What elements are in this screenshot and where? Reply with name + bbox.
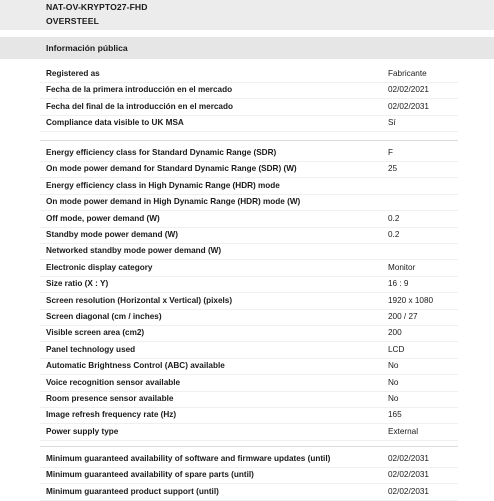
row-value: External — [388, 426, 419, 436]
row-label: Size ratio (X : Y) — [46, 279, 109, 289]
row-value: 200 — [388, 328, 402, 338]
table-row — [40, 325, 458, 342]
row-label: Energy efficiency class for Standard Dynamic Range (SDR) — [46, 148, 277, 157]
row-label: Compliance data visible to UK MSA — [46, 118, 184, 128]
table-row — [40, 375, 458, 392]
group-divider — [40, 446, 458, 447]
row-label: On mode power demand in High Dynamic Range (HDR) mode (W) — [46, 197, 301, 207]
section-header — [0, 37, 494, 59]
table-row — [40, 243, 458, 260]
table-row — [40, 309, 458, 326]
row-label: Power supply type — [46, 426, 119, 436]
table-row — [40, 260, 458, 277]
table-row — [40, 342, 458, 359]
row-label: Screen diagonal (cm / inches) — [46, 312, 162, 321]
row-value: 200 / 27 — [388, 312, 418, 321]
table-row — [40, 407, 458, 424]
row-value: 0.2 — [388, 213, 400, 223]
row-value: 1920 x 1080 — [388, 295, 434, 305]
row-value: No — [388, 361, 399, 371]
row-value: 02/02/2031 — [388, 454, 429, 463]
row-value: 165 — [388, 410, 402, 420]
row-label: Energy efficiency class in High Dynamic Range (HDR) mode — [46, 180, 280, 190]
row-value: F — [388, 148, 394, 157]
row-label: Registered as — [46, 69, 100, 78]
row-value: 02/02/2031 — [388, 486, 429, 496]
table-row — [40, 115, 458, 132]
row-value: 02/02/2031 — [388, 101, 429, 111]
row-label: Minimum guaranteed availability of spare parts (until) — [46, 470, 254, 480]
row-value: LCD — [388, 344, 405, 354]
row-value: 02/02/2021 — [388, 85, 429, 95]
model-code: NAT-OV-KRYPTO27-FHD — [46, 2, 148, 12]
row-label: Image refresh frequency rate (Hz) — [46, 410, 177, 420]
row-value: Monitor — [388, 262, 416, 272]
row-label: Panel technology used — [46, 344, 136, 354]
brand-name: OVERSTEEL — [46, 16, 99, 26]
row-label: On mode power demand for Standard Dynamic Range (SDR) (W) — [46, 164, 297, 174]
row-label: Voice recognition sensor available — [46, 377, 181, 387]
table-row — [40, 424, 458, 441]
table-row — [40, 358, 458, 375]
table-row — [40, 82, 458, 99]
table-row — [40, 145, 458, 162]
table-row — [40, 99, 458, 116]
row-label: Minimum guaranteed product support (until) — [46, 486, 219, 496]
row-label: Minimum guaranteed availability of software and firmware updates (until) — [46, 454, 331, 463]
row-label: Visible screen area (cm2) — [46, 328, 145, 338]
table-row — [40, 161, 458, 178]
row-label: Fecha del final de la introducción en el mercado — [46, 101, 233, 111]
row-label: Standby mode power demand (W) — [46, 230, 178, 239]
row-label: Fecha de la primera introducción en el mercado — [46, 85, 233, 95]
row-value: No — [388, 377, 399, 387]
table-row — [40, 484, 458, 501]
row-value: No — [388, 394, 399, 403]
row-value: 16 : 9 — [388, 279, 409, 289]
table-row — [40, 293, 458, 310]
row-label: Off mode, power demand (W) — [46, 213, 160, 223]
row-value: 02/02/2031 — [388, 470, 429, 480]
table-row — [40, 451, 458, 468]
group-divider — [40, 140, 458, 141]
table-row — [40, 211, 458, 228]
row-value: Fabricante — [388, 69, 427, 78]
row-value: 25 — [388, 164, 398, 174]
row-label: Automatic Brightness Control (ABC) available — [46, 361, 225, 371]
product-header — [0, 0, 494, 30]
row-label: Networked standby mode power demand (W) — [46, 246, 222, 256]
row-value: 0.2 — [388, 230, 400, 239]
row-value: Sí — [388, 118, 396, 128]
row-label: Room presence sensor available — [46, 394, 174, 403]
table-row — [40, 178, 458, 195]
row-label: Electronic display category — [46, 262, 153, 272]
table-row — [40, 391, 458, 408]
table-row — [40, 276, 458, 293]
table-row — [40, 467, 458, 484]
table-row — [40, 66, 458, 83]
row-label: Screen resolution (Horizontal x Vertical) (pixels) — [46, 295, 233, 305]
section-title: Información pública — [46, 43, 128, 53]
table-row — [40, 194, 458, 211]
table-row — [40, 227, 458, 244]
